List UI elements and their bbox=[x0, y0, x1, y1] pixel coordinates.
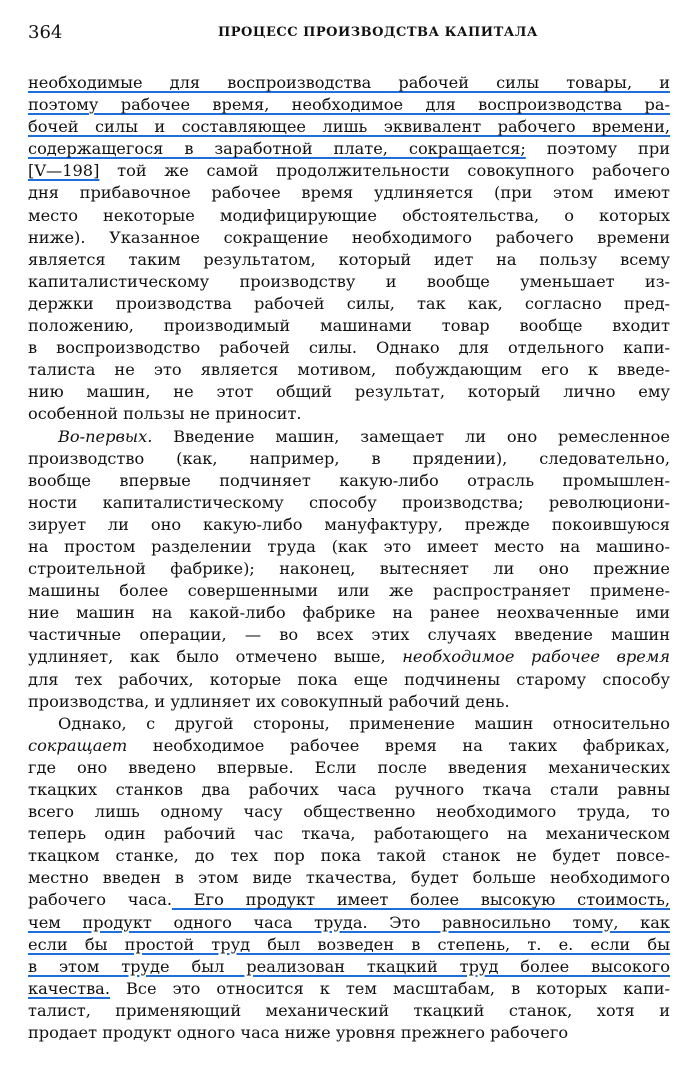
text-line bbox=[28, 779, 670, 801]
text-line bbox=[28, 72, 670, 94]
text-line bbox=[28, 403, 670, 425]
text-line bbox=[28, 116, 670, 138]
text-segment: рабочего часа. bbox=[28, 890, 173, 910]
text-segment: строительной фабрике); наконец, вытесняет ли оно прежние bbox=[28, 559, 670, 579]
text-segment: вообще впервые подчиняет какую-либо отрасль промышлен- bbox=[28, 470, 670, 490]
text-segment: удлиняет, как было отмечено выше, bbox=[28, 647, 386, 667]
text-line bbox=[28, 735, 670, 757]
text-line bbox=[28, 912, 670, 934]
text-segment: Все это относится к тем масштабам, в которых капи- bbox=[109, 978, 670, 998]
text-line bbox=[28, 845, 670, 867]
text-line bbox=[28, 182, 670, 204]
text-segment: поэтому рабочее время, необходимое для воспроизводства ра- bbox=[28, 95, 670, 115]
text-segment: является таким результатом, который идет на пользу всему bbox=[28, 249, 670, 269]
text-segment: ние машин на какой-либо фабрике на ранее неохваченные ими bbox=[28, 603, 670, 623]
text-line bbox=[28, 1000, 670, 1022]
text-line bbox=[28, 315, 670, 337]
text-segment: особенной пользы не приносит. bbox=[28, 404, 302, 424]
text-line bbox=[28, 889, 670, 911]
text-segment: продает продукт одного часа ниже уровня прежнего рабочего bbox=[28, 1023, 569, 1043]
text-segment: содержащегося в заработной плате, сокращается; bbox=[28, 139, 526, 159]
text-line bbox=[28, 823, 670, 845]
text-segment: чем продукт одного часа труда. Это равносильно тому, как bbox=[28, 912, 670, 932]
text-line bbox=[28, 691, 670, 713]
text-segment: производство (как, например, в прядении), следовательно, bbox=[28, 448, 670, 468]
text-segment: Введение машин, замещает ли оно ремесленное bbox=[152, 426, 670, 446]
text-segment: той же самой продолжительности совокупного рабочего bbox=[99, 161, 670, 181]
text-line bbox=[28, 624, 670, 646]
text-line bbox=[28, 448, 670, 470]
text-segment: поэтому при bbox=[525, 139, 670, 159]
text-segment: необходимые для воспроизводства рабочей силы товары, и bbox=[28, 73, 670, 92]
text-line bbox=[28, 514, 670, 536]
text-line bbox=[28, 337, 670, 359]
text-segment: бочей силы и составляющее лишь эквивалент рабочего времени, bbox=[28, 117, 670, 137]
text-segment: [V—198] bbox=[28, 161, 100, 181]
text-line bbox=[28, 669, 670, 691]
text-segment: держки производства рабочей силы, так как, согласно пред- bbox=[28, 293, 670, 313]
text-line bbox=[28, 956, 670, 978]
text-line bbox=[28, 492, 670, 514]
text-segment: производства, и удлиняет их совокупный рабочий день. bbox=[28, 691, 510, 711]
text-segment: талист, применяющий механический ткацкий станок, хотя и bbox=[28, 1000, 670, 1020]
page-number: 364 bbox=[28, 22, 63, 43]
text-segment: ткацких станков два рабочих часа ручного ткача стали равны bbox=[28, 780, 670, 799]
text-line bbox=[28, 470, 670, 492]
text-segment: необходимое рабочее время на таких фабриках, bbox=[127, 735, 670, 755]
text-segment: ности капиталистическому способу производства; революциони- bbox=[28, 492, 670, 512]
text-segment: если бы простой труд был возведен в степень, т. е. если бы bbox=[28, 934, 670, 954]
text-segment: ниже). Указанное сокращение необходимого рабочего времени bbox=[28, 227, 670, 247]
text-segment: машины более совершенными или же распространяет примене- bbox=[28, 581, 670, 601]
text-segment: Во-первых. bbox=[58, 426, 153, 446]
text-line bbox=[28, 713, 670, 735]
text-segment: сокращает bbox=[28, 735, 128, 755]
text-line bbox=[28, 249, 670, 271]
text-line bbox=[28, 978, 670, 1000]
text-segment: всего лишь одному часу общественно необходимого труда, то bbox=[28, 802, 670, 822]
text-segment: в воспроизводство рабочей силы. Однако для отдельного капи- bbox=[28, 338, 670, 358]
text-line bbox=[28, 558, 670, 580]
text-segment: для тех рабочих, которые пока еще подчинены старому способу bbox=[28, 669, 670, 689]
text-line bbox=[28, 1022, 670, 1044]
page-header bbox=[28, 22, 670, 46]
text-segment: необходимое рабочее время bbox=[385, 647, 670, 667]
text-line bbox=[28, 426, 670, 448]
text-line bbox=[28, 271, 670, 293]
text-segment: ткацком станке, до тех пор пока такой станок не будет повсе- bbox=[28, 846, 670, 866]
text-segment: местно введен в этом виде ткачества, будет больше необходимого bbox=[28, 868, 670, 888]
text-line bbox=[28, 934, 670, 956]
text-line bbox=[28, 227, 670, 249]
text-line bbox=[28, 757, 670, 779]
text-segment: на простом разделении труда (как это имеет место на машино- bbox=[28, 536, 670, 556]
text-line bbox=[28, 867, 670, 889]
text-segment: в этом труде был реализован ткацкий труд более высокого bbox=[28, 956, 670, 976]
text-line bbox=[28, 646, 670, 668]
text-segment: Однако, с другой стороны, применение машин относительно bbox=[58, 713, 670, 733]
text-segment: качества. bbox=[28, 978, 110, 998]
text-segment: где оно введено впервые. Если после введения механических bbox=[28, 757, 670, 777]
text-segment: капиталистическому производству и вообще уменьшает из- bbox=[28, 271, 670, 291]
text-segment: зирует ли оно какую-либо мануфактуру, прежде покоившуюся bbox=[28, 514, 670, 534]
text-line bbox=[28, 580, 670, 602]
text-line bbox=[28, 801, 670, 823]
text-segment: место некоторые модифицирующие обстоятельства, о которых bbox=[28, 205, 670, 225]
text-line bbox=[28, 205, 670, 227]
text-segment: положению, производимый машинами товар вообще входит bbox=[28, 316, 670, 336]
text-segment: Его продукт имеет более высокую стоимость, bbox=[172, 890, 670, 910]
text-segment: нию машин, не этот общий результат, который лично ему bbox=[28, 382, 670, 402]
body-text bbox=[28, 72, 670, 1044]
text-segment: теперь один рабочий час ткача, работающего на механическом bbox=[28, 824, 670, 844]
text-line bbox=[28, 359, 670, 381]
text-segment: частичные операции, — во всех этих случаях введение машин bbox=[28, 625, 670, 645]
text-segment: дня прибавочное рабочее время удлиняется (при этом имеют bbox=[28, 183, 670, 203]
text-line bbox=[28, 138, 670, 160]
text-line bbox=[28, 381, 670, 403]
text-line bbox=[28, 293, 670, 315]
text-line bbox=[28, 536, 670, 558]
text-segment: талиста не это является мотивом, побуждающим его к введе- bbox=[28, 360, 670, 380]
running-title: ПРОЦЕСС ПРОИЗВОДСТВА КАПИТАЛА bbox=[218, 25, 538, 40]
text-line bbox=[28, 602, 670, 624]
text-line bbox=[28, 94, 670, 116]
text-line bbox=[28, 160, 670, 182]
